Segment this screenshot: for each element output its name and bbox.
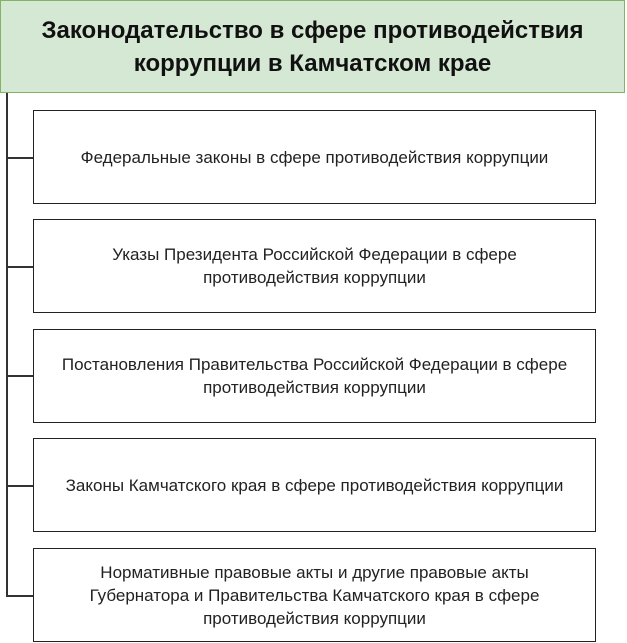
category-box-kamchatka-laws xyxy=(33,438,596,532)
category-label: Указы Президента Российской Федерации в сфере противодействия коррупции xyxy=(112,245,517,287)
connector-line-2 xyxy=(6,266,33,268)
category-label: Федеральные законы в сфере противодействия коррупции xyxy=(80,147,549,167)
connector-line-1 xyxy=(6,157,33,159)
category-label: Нормативные правовые акты и другие правовые акты Губернатора и Правительства Камчатского края в сфере противодействия коррупции xyxy=(89,562,540,628)
category-box-federal-laws xyxy=(33,110,596,204)
connector-line-3 xyxy=(6,375,33,377)
category-box-regulatory-acts xyxy=(33,548,596,642)
diagram-header xyxy=(0,0,625,93)
category-label: Постановления Правительства Российской Федерации в сфере противодействия коррупции xyxy=(61,355,568,397)
category-box-presidential-decrees xyxy=(33,219,596,313)
connector-line-5 xyxy=(6,595,33,597)
diagram-title: Законодательство в сфере противодействия коррупции в Камчатском крае xyxy=(41,16,584,77)
hierarchy-spine-line xyxy=(6,93,8,596)
category-box-government-resolutions xyxy=(33,329,596,423)
category-label: Законы Камчатского края в сфере противодействия коррупции xyxy=(65,475,564,495)
connector-line-4 xyxy=(6,485,33,487)
